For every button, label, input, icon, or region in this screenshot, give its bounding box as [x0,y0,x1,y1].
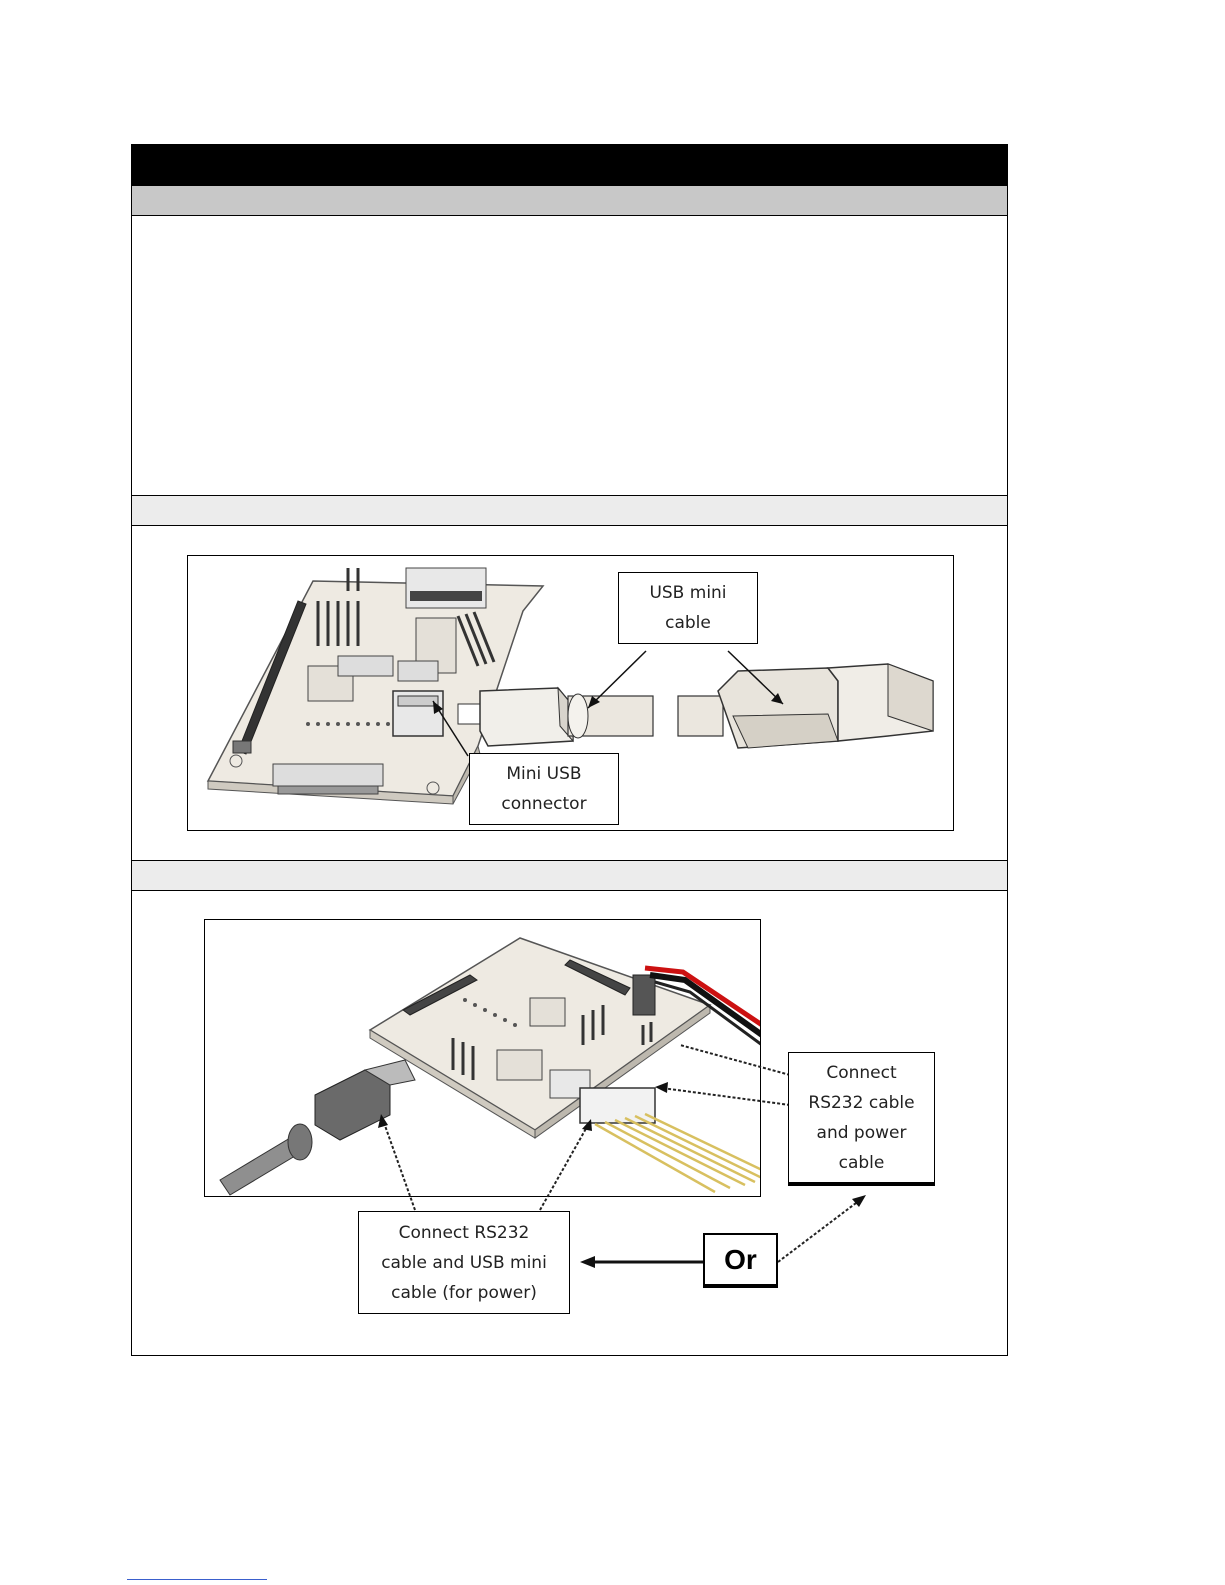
callout-line: connector [501,794,587,814]
callout-line: cable (for power) [391,1282,537,1303]
callout-rs232-and-usb-power [358,1211,570,1314]
or-label-box: Or [703,1233,778,1288]
callout-line: Mini USB [506,764,582,784]
callout-line: cable [838,1152,885,1173]
callout-rs232-and-power [788,1052,935,1186]
callout-line: cable and USB mini [381,1252,547,1273]
footer-link-underline [127,1579,267,1580]
callout-line: RS232 cable [808,1092,915,1113]
callout-line: Connect [826,1062,897,1083]
callout-line: USB mini [649,583,727,603]
callout-line: Connect RS232 [398,1222,530,1243]
callout-line: cable [665,613,711,633]
callout-line: and power [816,1122,907,1143]
